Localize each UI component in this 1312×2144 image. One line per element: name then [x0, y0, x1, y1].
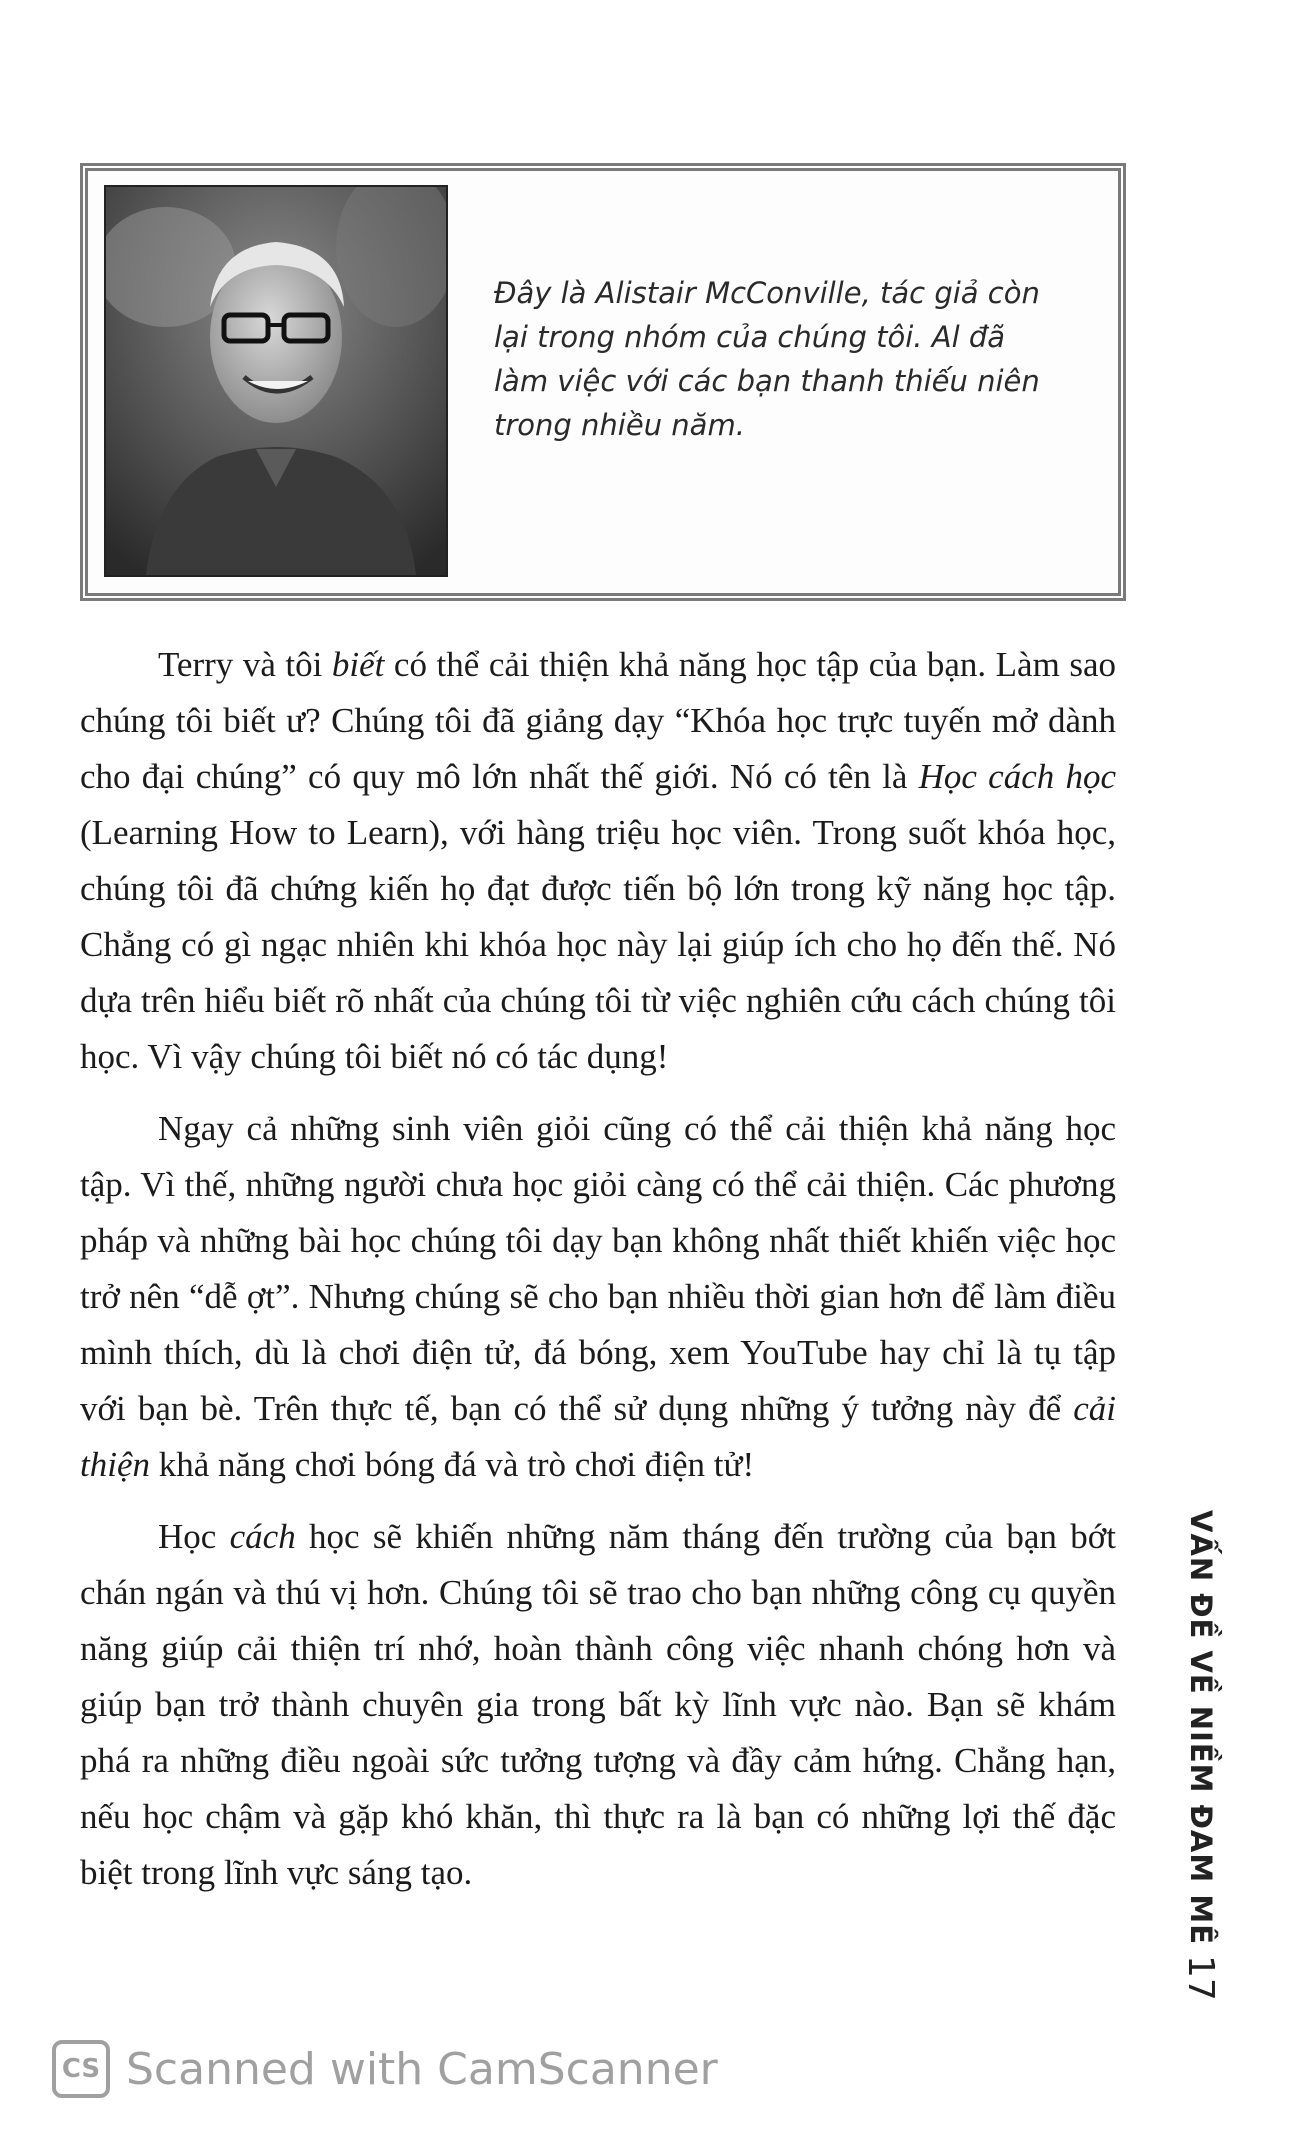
- paragraph-2: [80, 1101, 1116, 1493]
- emphasis: cải thiện: [80, 1389, 1116, 1484]
- book-title: Học cách học: [918, 757, 1116, 796]
- text-run: khả năng chơi bóng đá và trò chơi điện tử!: [149, 1445, 755, 1484]
- camscanner-watermark: [52, 2040, 718, 2098]
- photo-caption: Đây là Alistair McConville, tác giả còn lại trong nhóm của chúng tôi. Al đã làm việc với các bạn thanh thiếu niên trong nhiều năm.: [494, 276, 1040, 442]
- photo-box: [80, 163, 1126, 601]
- text-run: Ngay cả những sinh viên giỏi cũng có thể cải thiện khả năng học tập. Vì thế, những người chưa học giỏi càng có thể cải thiện. Các phương pháp và những bài học chúng tôi dạy bạn không nhất thiết khiến việc học trở nên “dễ ợt”. Nhưng chúng sẽ cho bạn nhiều thời gian hơn để làm điều mình thích, dù là chơi điện tử, đá bóng, xem YouTube hay chỉ là tụ tập với bạn bè. Trên thực tế, bạn có thể sử dụng những ý tưởng này để: [80, 1109, 1116, 1428]
- text-run: Terry và tôi: [158, 645, 332, 684]
- body-text: [80, 637, 1116, 1917]
- paragraph-1: [80, 637, 1116, 1085]
- text-run: Học: [158, 1517, 230, 1556]
- running-head: VẤN ĐỀ VỀ NIỀM ĐAM MÊ: [1184, 1510, 1218, 1946]
- paragraph-3: [80, 1509, 1116, 1901]
- portrait-photo: [104, 185, 448, 577]
- text-run: (Learning How to Learn), với hàng triệu học viên. Trong suốt khóa học, chúng tôi đã chứng kiến họ đạt được tiến bộ lớn trong kỹ năng học tập. Chẳng có gì ngạc nhiên khi khóa học này lại giúp ích cho họ đến thế. Nó dựa trên hiểu biết rõ nhất của chúng tôi từ việc nghiên cứu cách chúng tôi học. Vì vậy chúng tôi biết nó có tác dụng!: [80, 813, 1116, 1076]
- watermark-text: Scanned with CamScanner: [126, 2043, 718, 2095]
- emphasis: cách: [229, 1517, 296, 1556]
- text-run: học sẽ khiến những năm tháng đến trường của bạn bớt chán ngán và thú vị hơn. Chúng tôi sẽ trao cho bạn những công cụ quyền năng giúp cải thiện trí nhớ, hoàn thành công việc nhanh chóng hơn và giúp bạn trở thành chuyên gia trong bất kỳ lĩnh vực nào. Bạn sẽ khám phá ra những điều ngoài sức tưởng tượng và đầy cảm hứng. Chẳng hạn, nếu học chậm và gặp khó khăn, thì thực ra là bạn có những lợi thế đặc biệt trong lĩnh vực sáng tạo.: [80, 1517, 1116, 1892]
- camscanner-logo-icon: CS: [52, 2040, 110, 2098]
- emphasis: biết: [331, 645, 385, 684]
- text-run: có thể cải thiện khả năng học tập của bạn. Làm sao chúng tôi biết ư? Chúng tôi đã giảng dạy “Khóa học trực tuyến mở dành cho đại chúng” có quy mô lớn nhất thế giới. Nó có tên là: [80, 645, 1116, 796]
- page-number: 17: [1180, 1955, 1221, 2001]
